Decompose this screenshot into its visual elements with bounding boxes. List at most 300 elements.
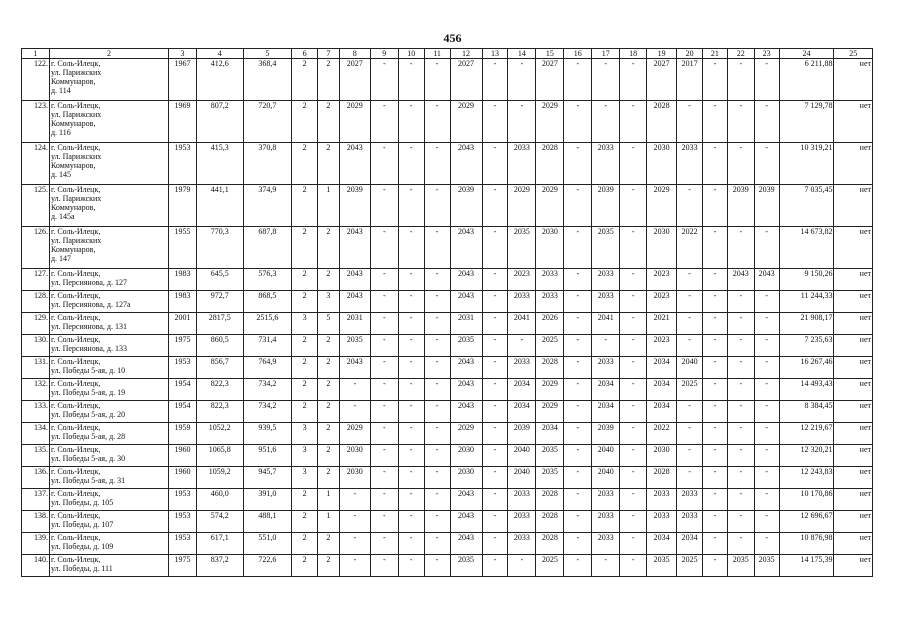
table-cell: - xyxy=(564,59,592,101)
table-cell: нет xyxy=(834,555,873,577)
table-cell: - xyxy=(703,269,728,291)
table-cell: - xyxy=(424,401,450,423)
table-cell: 1960 xyxy=(168,445,196,467)
table-cell: 856,7 xyxy=(196,357,243,379)
table-cell: - xyxy=(677,269,703,291)
table-cell: 3 xyxy=(318,291,340,313)
housing-register-table xyxy=(21,48,873,577)
table-cell: - xyxy=(754,445,779,467)
table-cell: 2033 xyxy=(647,489,677,511)
table-cell: 2039 xyxy=(508,423,536,445)
table-cell: 128. xyxy=(22,291,50,313)
table-cell: - xyxy=(677,445,703,467)
table-cell: 2029 xyxy=(536,379,564,401)
table-cell: 9 150,26 xyxy=(779,269,834,291)
table-cell: 125. xyxy=(22,185,50,227)
column-header: 10 xyxy=(398,49,424,59)
table-cell: - xyxy=(424,489,450,511)
column-header: 12 xyxy=(450,49,482,59)
table-cell: - xyxy=(564,357,592,379)
table-cell: 2033 xyxy=(677,511,703,533)
table-cell: - xyxy=(703,511,728,533)
table-row xyxy=(22,423,873,445)
table-cell: - xyxy=(727,291,754,313)
table-cell: 2039 xyxy=(727,185,754,227)
table-cell: - xyxy=(564,445,592,467)
table-cell: 2 xyxy=(318,357,340,379)
table-cell: - xyxy=(398,291,424,313)
table-cell: 2043 xyxy=(450,269,482,291)
table-cell: 2027 xyxy=(647,59,677,101)
table-cell: 1 xyxy=(318,489,340,511)
table-cell: - xyxy=(564,313,592,335)
table-cell: 2 xyxy=(292,533,318,555)
table-cell: - xyxy=(703,143,728,185)
table-cell: 12 696,67 xyxy=(779,511,834,533)
table-cell: 2040 xyxy=(508,467,536,489)
column-header: 3 xyxy=(168,49,196,59)
table-cell: 2025 xyxy=(536,335,564,357)
table-cell: 1975 xyxy=(168,335,196,357)
column-header: 24 xyxy=(779,49,834,59)
table-cell: - xyxy=(703,401,728,423)
table-row xyxy=(22,489,873,511)
table-cell: - xyxy=(727,423,754,445)
table-cell: - xyxy=(754,313,779,335)
table-cell: 368,4 xyxy=(243,59,292,101)
table-cell: 1969 xyxy=(168,101,196,143)
column-header: 5 xyxy=(243,49,292,59)
table-cell: 1 xyxy=(318,185,340,227)
address-cell: г. Соль-Илецк, ул. Победы 5-ая, д. 19 xyxy=(49,379,168,401)
table-cell: 2043 xyxy=(450,357,482,379)
table-cell: - xyxy=(424,313,450,335)
table-cell: 2029 xyxy=(450,101,482,143)
column-header: 21 xyxy=(703,49,728,59)
table-cell: 2001 xyxy=(168,313,196,335)
table-cell: - xyxy=(754,401,779,423)
table-cell: - xyxy=(424,59,450,101)
table-cell: - xyxy=(370,511,398,533)
table-cell: 139. xyxy=(22,533,50,555)
table-row xyxy=(22,335,873,357)
table-cell: 21 908,17 xyxy=(779,313,834,335)
column-header: 22 xyxy=(727,49,754,59)
table-cell: нет xyxy=(834,357,873,379)
table-cell: - xyxy=(339,511,370,533)
table-cell: - xyxy=(703,227,728,269)
table-cell: 2023 xyxy=(647,291,677,313)
table-cell: 1975 xyxy=(168,555,196,577)
table-cell: нет xyxy=(834,335,873,357)
column-header: 9 xyxy=(370,49,398,59)
column-header: 8 xyxy=(339,49,370,59)
table-cell: 2023 xyxy=(647,269,677,291)
table-cell: 5 xyxy=(318,313,340,335)
table-cell: 127. xyxy=(22,269,50,291)
column-header: 15 xyxy=(536,49,564,59)
address-cell: г. Соль-Илецк, ул. Победы, д. 111 xyxy=(49,555,168,577)
table-cell: 2034 xyxy=(536,423,564,445)
table-cell: 2028 xyxy=(647,101,677,143)
column-header: 19 xyxy=(647,49,677,59)
table-cell: - xyxy=(703,59,728,101)
table-cell: - xyxy=(754,143,779,185)
table-cell: нет xyxy=(834,227,873,269)
table-cell: - xyxy=(370,423,398,445)
table-cell: - xyxy=(620,467,647,489)
table-cell: - xyxy=(620,445,647,467)
table-cell: 734,2 xyxy=(243,401,292,423)
table-row xyxy=(22,379,873,401)
table-cell: 374,9 xyxy=(243,185,292,227)
table-cell: - xyxy=(677,423,703,445)
table-cell: 3 xyxy=(292,467,318,489)
address-cell: г. Соль-Илецк, ул. Победы 5-ая, д. 28 xyxy=(49,423,168,445)
table-row xyxy=(22,533,873,555)
table-cell: - xyxy=(564,423,592,445)
address-cell: г. Соль-Илецк, ул. Победы 5-ая, д. 31 xyxy=(49,467,168,489)
table-cell: - xyxy=(339,555,370,577)
table-cell: нет xyxy=(834,401,873,423)
table-cell: 1959 xyxy=(168,423,196,445)
table-row xyxy=(22,357,873,379)
table-cell: 1953 xyxy=(168,533,196,555)
table-cell: - xyxy=(370,291,398,313)
table-cell: нет xyxy=(834,185,873,227)
table-cell: 2043 xyxy=(450,401,482,423)
table-cell: 2 xyxy=(292,101,318,143)
table-cell: - xyxy=(677,467,703,489)
table-cell: - xyxy=(620,335,647,357)
table-cell: 2029 xyxy=(339,423,370,445)
address-cell: г. Соль-Илецк, ул. Победы 5-ая, д. 20 xyxy=(49,401,168,423)
table-cell: 722,6 xyxy=(243,555,292,577)
table-cell: - xyxy=(564,489,592,511)
table-cell: - xyxy=(508,101,536,143)
table-cell: 2029 xyxy=(508,185,536,227)
table-cell: 2043 xyxy=(450,489,482,511)
table-cell: 2030 xyxy=(339,467,370,489)
table-cell: 2 xyxy=(318,423,340,445)
table-cell: 2 xyxy=(318,227,340,269)
table-cell: - xyxy=(424,227,450,269)
table-cell: 2 xyxy=(318,101,340,143)
table-cell: 1065,8 xyxy=(196,445,243,467)
table-cell: 6 211,88 xyxy=(779,59,834,101)
table-cell: 3 xyxy=(292,423,318,445)
table-cell: 2034 xyxy=(677,533,703,555)
table-cell: - xyxy=(339,379,370,401)
table-cell: - xyxy=(620,143,647,185)
table-cell: - xyxy=(482,101,508,143)
table-cell: 2043 xyxy=(339,269,370,291)
table-cell: 2033 xyxy=(592,357,620,379)
table-cell: - xyxy=(754,489,779,511)
table-cell: - xyxy=(564,143,592,185)
address-cell: г. Соль-Илецк, ул. Парижских Коммунаров, д. 145а xyxy=(49,185,168,227)
table-cell: 860,5 xyxy=(196,335,243,357)
table-cell: 2026 xyxy=(536,313,564,335)
table-cell: - xyxy=(424,335,450,357)
table-cell: - xyxy=(620,59,647,101)
table-cell: - xyxy=(620,555,647,577)
table-cell: 2030 xyxy=(339,445,370,467)
table-cell: 2 xyxy=(318,59,340,101)
table-cell: 1953 xyxy=(168,511,196,533)
table-cell: 2043 xyxy=(339,291,370,313)
table-cell: 2028 xyxy=(536,489,564,511)
table-cell: 2031 xyxy=(339,313,370,335)
table-cell: - xyxy=(620,423,647,445)
table-cell: 10 170,86 xyxy=(779,489,834,511)
table-cell: - xyxy=(398,379,424,401)
address-cell: г. Соль-Илецк, ул. Победы, д. 109 xyxy=(49,533,168,555)
table-cell: 488,1 xyxy=(243,511,292,533)
table-cell: - xyxy=(398,227,424,269)
table-cell: - xyxy=(677,401,703,423)
column-header: 13 xyxy=(482,49,508,59)
table-cell: - xyxy=(727,101,754,143)
table-cell: - xyxy=(370,313,398,335)
table-cell: 807,2 xyxy=(196,101,243,143)
table-cell: 391,0 xyxy=(243,489,292,511)
table-cell: нет xyxy=(834,269,873,291)
address-cell: г. Соль-Илецк, ул. Парижских Коммунаров, д. 116 xyxy=(49,101,168,143)
table-cell: 370,8 xyxy=(243,143,292,185)
table-cell: 731,4 xyxy=(243,335,292,357)
table-row xyxy=(22,511,873,533)
table-cell: - xyxy=(620,379,647,401)
address-cell: г. Соль-Илецк, ул. Победы 5-ая, д. 10 xyxy=(49,357,168,379)
table-cell: 2033 xyxy=(508,357,536,379)
table-cell: 2039 xyxy=(754,185,779,227)
table-cell: 2 xyxy=(292,335,318,357)
table-cell: - xyxy=(398,511,424,533)
table-cell: - xyxy=(703,555,728,577)
table-cell: 2 xyxy=(318,533,340,555)
table-cell: 2033 xyxy=(677,143,703,185)
table-cell: - xyxy=(727,227,754,269)
table-cell: 822,3 xyxy=(196,401,243,423)
table-cell: 1954 xyxy=(168,379,196,401)
table-cell: 2034 xyxy=(647,379,677,401)
table-cell: - xyxy=(703,313,728,335)
table-cell: 2030 xyxy=(647,445,677,467)
table-cell: - xyxy=(727,379,754,401)
table-row xyxy=(22,555,873,577)
table-cell: 2033 xyxy=(592,291,620,313)
table-cell: - xyxy=(370,401,398,423)
table-cell: 2033 xyxy=(592,269,620,291)
table-cell: 2025 xyxy=(536,555,564,577)
table-cell: - xyxy=(677,291,703,313)
table-cell: 2035 xyxy=(727,555,754,577)
table-cell: 2034 xyxy=(647,533,677,555)
table-cell: 2028 xyxy=(536,511,564,533)
table-cell: - xyxy=(677,335,703,357)
table-cell: - xyxy=(564,533,592,555)
table-cell: 687,8 xyxy=(243,227,292,269)
table-cell: 2 xyxy=(292,227,318,269)
table-cell: 2817,5 xyxy=(196,313,243,335)
table-cell: - xyxy=(620,185,647,227)
table-cell: нет xyxy=(834,101,873,143)
table-cell: - xyxy=(424,533,450,555)
table-cell: - xyxy=(398,143,424,185)
table-cell: 2043 xyxy=(450,227,482,269)
table-cell: 2 xyxy=(292,291,318,313)
table-cell: 126. xyxy=(22,227,50,269)
table-cell: 645,5 xyxy=(196,269,243,291)
table-cell: - xyxy=(727,489,754,511)
table-cell: - xyxy=(370,489,398,511)
table-cell: - xyxy=(482,533,508,555)
table-cell: - xyxy=(592,59,620,101)
table-cell: - xyxy=(398,401,424,423)
table-cell: 2 xyxy=(318,401,340,423)
table-cell: - xyxy=(398,269,424,291)
table-cell: - xyxy=(592,555,620,577)
table-row xyxy=(22,269,873,291)
table-cell: 2023 xyxy=(647,335,677,357)
table-cell: 2 xyxy=(318,379,340,401)
table-cell: нет xyxy=(834,313,873,335)
table-cell: - xyxy=(754,511,779,533)
table-cell: 2 xyxy=(292,143,318,185)
table-cell: 3 xyxy=(292,313,318,335)
table-cell: - xyxy=(727,401,754,423)
table-cell: - xyxy=(482,379,508,401)
table-cell: 764,9 xyxy=(243,357,292,379)
address-cell: г. Соль-Илецк, ул. Персиянова, д. 133 xyxy=(49,335,168,357)
table-cell: 2017 xyxy=(677,59,703,101)
table-cell: 2033 xyxy=(592,143,620,185)
table-cell: 2043 xyxy=(754,269,779,291)
table-cell: 2043 xyxy=(450,143,482,185)
table-cell: - xyxy=(703,101,728,143)
column-header: 17 xyxy=(592,49,620,59)
table-cell: 2021 xyxy=(647,313,677,335)
table-cell: - xyxy=(482,185,508,227)
table-cell: - xyxy=(370,445,398,467)
table-cell: 2027 xyxy=(450,59,482,101)
table-cell: 133. xyxy=(22,401,50,423)
table-cell: - xyxy=(620,101,647,143)
table-cell: 2041 xyxy=(592,313,620,335)
table-cell: - xyxy=(424,467,450,489)
table-cell: 2029 xyxy=(536,401,564,423)
table-cell: 124. xyxy=(22,143,50,185)
table-cell: - xyxy=(620,291,647,313)
table-cell: 14 673,82 xyxy=(779,227,834,269)
table-cell: - xyxy=(339,489,370,511)
table-cell: 12 243,83 xyxy=(779,467,834,489)
table-cell: 2035 xyxy=(536,467,564,489)
table-cell: - xyxy=(727,467,754,489)
table-cell: - xyxy=(727,143,754,185)
table-cell: 2035 xyxy=(536,445,564,467)
table-cell: - xyxy=(482,357,508,379)
table-row xyxy=(22,143,873,185)
table-cell: 2 xyxy=(292,185,318,227)
table-cell: 1967 xyxy=(168,59,196,101)
table-row xyxy=(22,59,873,101)
table-cell: - xyxy=(564,335,592,357)
table-cell: 137. xyxy=(22,489,50,511)
table-cell: - xyxy=(370,467,398,489)
table-cell: 14 175,39 xyxy=(779,555,834,577)
table-cell: 734,2 xyxy=(243,379,292,401)
table-cell: 2030 xyxy=(647,227,677,269)
table-cell: - xyxy=(703,335,728,357)
table-cell: - xyxy=(727,357,754,379)
table-cell: - xyxy=(592,335,620,357)
table-cell: - xyxy=(370,555,398,577)
table-cell: 945,7 xyxy=(243,467,292,489)
table-cell: - xyxy=(677,313,703,335)
table-cell: 720,7 xyxy=(243,101,292,143)
table-cell: - xyxy=(703,467,728,489)
table-cell: 2027 xyxy=(339,59,370,101)
table-cell: - xyxy=(424,511,450,533)
table-cell: - xyxy=(754,335,779,357)
table-cell: - xyxy=(339,533,370,555)
table-cell: - xyxy=(703,423,728,445)
table-cell: 2028 xyxy=(536,143,564,185)
table-row xyxy=(22,185,873,227)
table-cell: 2 xyxy=(318,445,340,467)
table-cell: 2 xyxy=(292,357,318,379)
table-cell: 2023 xyxy=(508,269,536,291)
column-header: 14 xyxy=(508,49,536,59)
header-row xyxy=(22,49,873,59)
table-row xyxy=(22,291,873,313)
table-cell: - xyxy=(727,59,754,101)
table-cell: 2 xyxy=(292,401,318,423)
table-cell: 14 493,43 xyxy=(779,379,834,401)
table-cell: 132. xyxy=(22,379,50,401)
table-cell: - xyxy=(727,313,754,335)
table-cell: 11 244,33 xyxy=(779,291,834,313)
table-cell: 2030 xyxy=(450,445,482,467)
table-cell: 2034 xyxy=(647,357,677,379)
table-cell: - xyxy=(370,185,398,227)
table-cell: нет xyxy=(834,143,873,185)
table-cell: - xyxy=(703,357,728,379)
table-cell: 2033 xyxy=(508,143,536,185)
table-cell: - xyxy=(398,313,424,335)
table-cell: - xyxy=(424,143,450,185)
table-cell: - xyxy=(727,511,754,533)
table-cell: 822,3 xyxy=(196,379,243,401)
table-cell: 2025 xyxy=(677,555,703,577)
table-cell: нет xyxy=(834,445,873,467)
table-cell: - xyxy=(370,357,398,379)
table-cell: - xyxy=(370,269,398,291)
table-cell: - xyxy=(620,227,647,269)
table-cell: 2029 xyxy=(536,101,564,143)
table-row xyxy=(22,467,873,489)
table-cell: - xyxy=(564,291,592,313)
table-cell: 2041 xyxy=(508,313,536,335)
table-cell: 412,6 xyxy=(196,59,243,101)
table-cell: 1960 xyxy=(168,467,196,489)
table-cell: 2043 xyxy=(450,379,482,401)
table-cell: - xyxy=(703,185,728,227)
table-cell: - xyxy=(620,357,647,379)
table-cell: - xyxy=(564,467,592,489)
